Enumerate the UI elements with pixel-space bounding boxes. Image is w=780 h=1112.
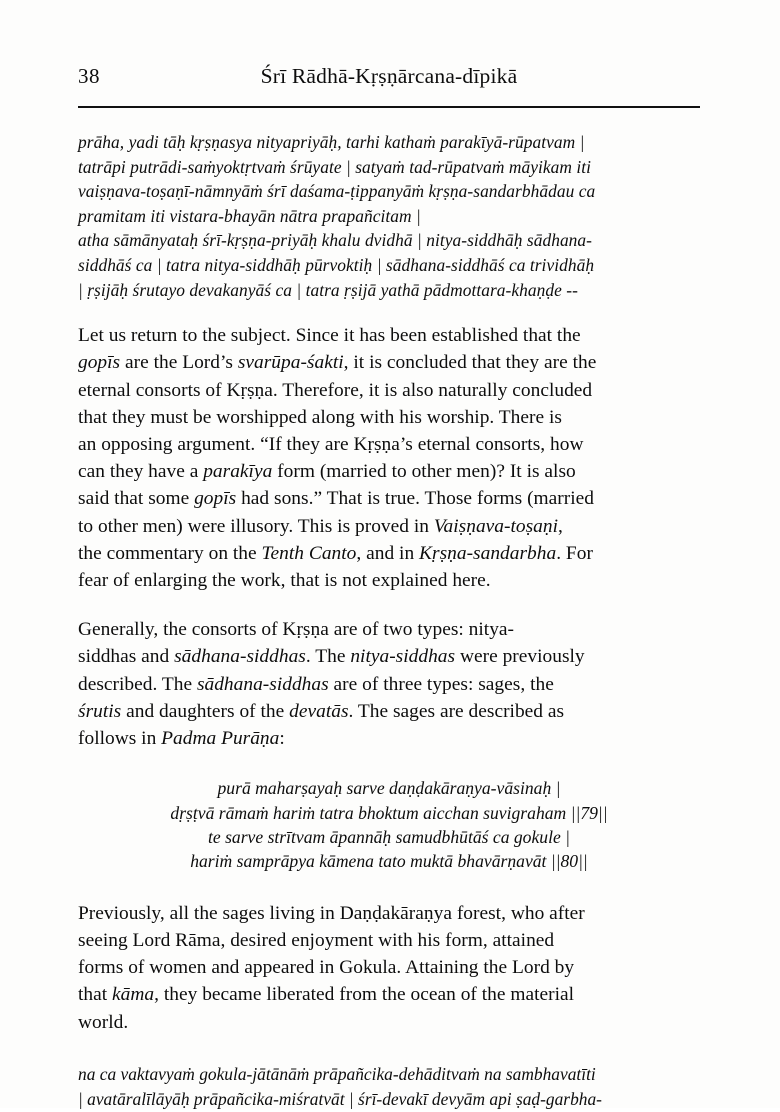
sanskrit-line: tatrāpi putrādi-saṁyoktṛtvaṁ śrūyate | satyaṁ tad-rūpatvaṁ māyikam iti — [78, 156, 592, 177]
sanskrit-line: siddhāś ca | tatra nitya-siddhāḥ pūrvoktiḥ | sādhana-siddhāś ca trividhāḥ — [78, 254, 595, 275]
sanskrit-line: pramitam iti vistara-bhayān nātra prapañcitam | — [78, 205, 421, 226]
prose-line: śrutis and daughters of the devatās. The sages are described as — [78, 700, 565, 722]
sanskrit-quote-bottom — [78, 1062, 700, 1112]
sanskrit-line: vaiṣṇava-toṣaṇī-nāmnyāṁ śrī daśama-ṭippanyāṁ kṛṣṇa-sandarbhādau ca — [78, 181, 596, 202]
prose-line: Previously, all the sages living in Daṇḍakāraṇya forest, who after — [78, 902, 585, 924]
page-content — [78, 0, 700, 1112]
verse-line: hariṁ samprāpya kāmena tato muktā bhavārṇavāt ||80|| — [190, 851, 588, 872]
prose-line: world. — [78, 1011, 129, 1033]
prose-line: said that some gopīs had sons.” That is true. Those forms (married — [78, 488, 594, 510]
prose-line: follows in Padma Purāṇa: — [78, 728, 285, 749]
prose-line: siddhas and sādhana-siddhas. The nitya-siddhas were previously — [78, 646, 585, 668]
prose-line: the commentary on the Tenth Canto, and in Kṛṣṇa-sandarbha. For — [78, 542, 593, 564]
prose-line: gopīs are the Lord’s svarūpa-śakti, it is concluded that they are the — [78, 352, 597, 374]
running-head — [78, 62, 700, 100]
prose-line: forms of women and appeared in Gokula. Attaining the Lord by — [78, 957, 575, 979]
sanskrit-line: prāha, yadi tāḥ kṛṣṇasya nityapriyāḥ, tarhi kathaṁ parakīyā-rūpatvam | — [78, 132, 585, 152]
paragraph-three — [78, 900, 700, 1036]
prose-line: seeing Lord Rāma, desired enjoyment with his form, attained — [78, 930, 555, 952]
book-title: Śrī Rādhā-Kṛṣṇārcana-dīpikā — [260, 64, 518, 88]
verse-line: purā maharṣayaḥ sarve daṇḍakāraṇya-vāsinaḥ | — [217, 778, 561, 799]
header-rule — [78, 106, 700, 108]
sanskrit-quote-top — [78, 130, 700, 302]
prose-line: to other men) were illusory. This is proved in Vaiṣṇava-toṣaṇi, — [78, 515, 563, 537]
prose-line: can they have a parakīya form (married to other men)? It is also — [78, 461, 576, 483]
verse-line: te sarve strītvam āpannāḥ samudbhūtāś ca gokule | — [207, 827, 571, 848]
sanskrit-line: na ca vaktavyaṁ gokula-jātānāṁ prāpañcika-dehāditvaṁ na sambhavatīti — [78, 1063, 596, 1084]
prose-line: Let us return to the subject. Since it has been established that the — [78, 325, 581, 347]
verse-quotation — [78, 776, 700, 874]
paragraph-one — [78, 322, 700, 594]
sanskrit-line: | avatāralīlāyāḥ prāpañcika-miśratvāt | śrī-devakī devyām api ṣaḍ-garbha- — [78, 1088, 602, 1109]
prose-line: Generally, the consorts of Kṛṣṇa are of two types: nitya- — [78, 619, 515, 641]
prose-line: that they must be worshipped along with his worship. There is — [78, 406, 562, 428]
prose-line: that kāma, they became liberated from the ocean of the material — [78, 984, 575, 1006]
page-number: 38 — [78, 64, 100, 88]
paragraph-two — [78, 616, 700, 752]
prose-line: fear of enlarging the work, that is not explained here. — [78, 569, 491, 591]
sanskrit-line: | ṛṣijāḥ śrutayo devakanyāś ca | tatra ṛṣijā yathā pādmottara-khaṇḍe -- — [78, 279, 578, 300]
prose-line: an opposing argument. “If they are Kṛṣṇa’s eternal consorts, how — [78, 433, 584, 455]
sanskrit-line: atha sāmānyataḥ śrī-kṛṣṇa-priyāḥ khalu dvidhā | nitya-siddhāḥ sādhana- — [78, 230, 593, 251]
prose-line: eternal consorts of Kṛṣṇa. Therefore, it is also naturally concluded — [78, 379, 593, 401]
prose-line: described. The sādhana-siddhas are of three types: sages, the — [78, 673, 554, 695]
verse-line: dṛṣṭvā rāmaṁ hariṁ tatra bhoktum aicchan suvigraham ||79|| — [170, 802, 608, 823]
